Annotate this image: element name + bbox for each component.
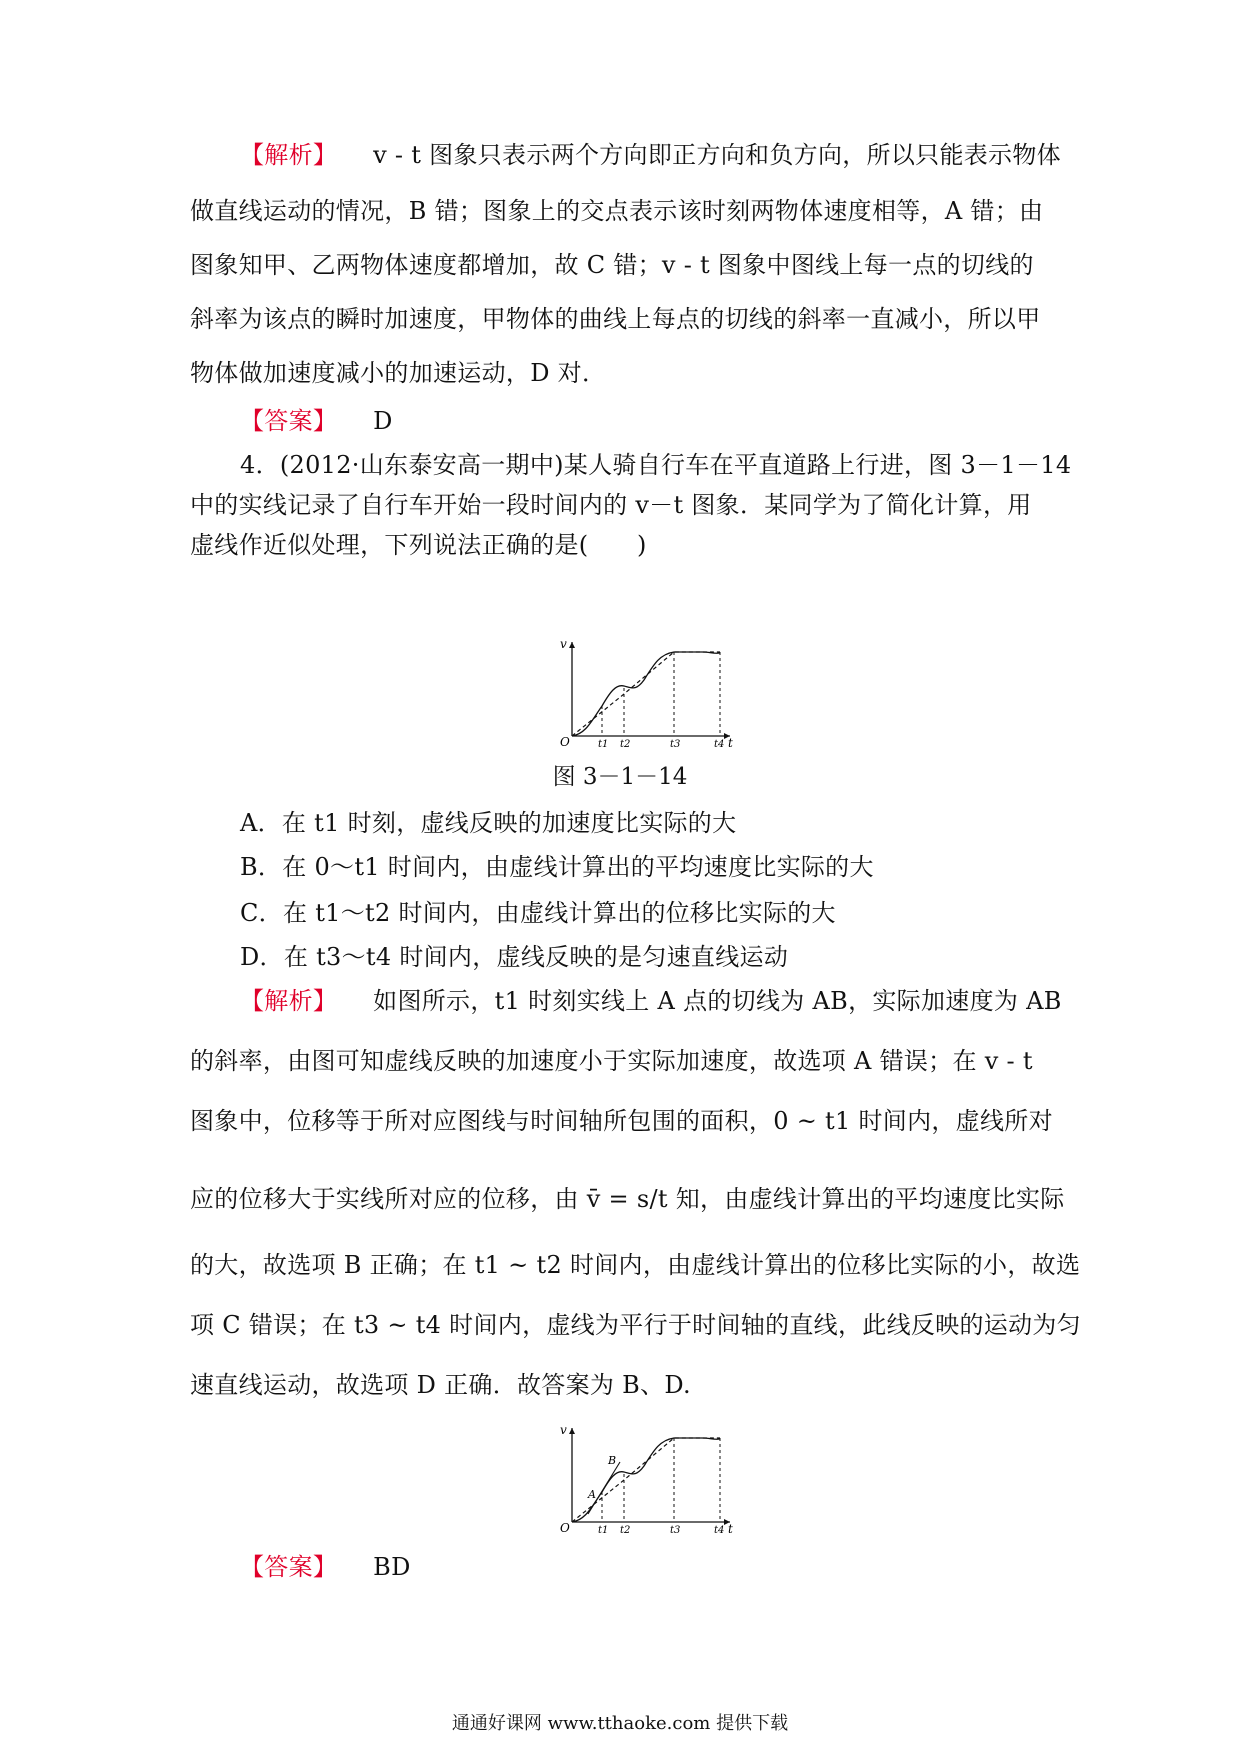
t3-label: t3 xyxy=(670,739,681,748)
v-axis-arrow xyxy=(569,642,575,648)
dashed-approx xyxy=(572,652,720,736)
analysis-1-line-3: 图象知甲、乙两物体速度都增加，故 C 错；v - t 图象中图线上每一点的切线的 xyxy=(190,251,1034,279)
origin-label: O xyxy=(560,1521,570,1534)
t-label: t xyxy=(728,736,733,748)
question-4-line-1: 4．(2012·山东泰安高一期中)某人骑自行车在平直道路上行进，图 3－1－14 xyxy=(240,451,1072,479)
analysis-1-line-5: 物体做加速度减小的加速运动，D 对． xyxy=(190,359,607,387)
answer-1 xyxy=(240,404,1120,438)
t3-label: t3 xyxy=(670,1525,681,1534)
v-label: v xyxy=(560,1423,567,1437)
t-label: t xyxy=(728,1522,733,1534)
answer-2 xyxy=(240,1550,1120,1584)
dashed-approx xyxy=(572,1438,720,1522)
t2-label: t2 xyxy=(620,1525,631,1534)
answer-value: BD xyxy=(373,1553,411,1581)
solid-curve xyxy=(572,1438,720,1522)
vt-figure-1 xyxy=(558,636,738,748)
vt-figure-2 xyxy=(558,1422,738,1534)
question-4-line-2: 中的实线记录了自行车开始一段时间内的 v－t 图象．某同学为了简化计算，用 xyxy=(190,491,1032,519)
page-footer: 通通好课网 www.tthaoke.com 提供下载 xyxy=(451,1713,789,1734)
answer-value: D xyxy=(373,407,393,435)
origin-label: O xyxy=(560,735,570,748)
option-a: A．在 t1 时刻，虚线反映的加速度比实际的大 xyxy=(240,809,737,837)
analysis-2-line-6: 项 C 错误；在 t3 ~ t4 时间内，虚线为平行于时间轴的直线，此线反映的运动为匀 xyxy=(190,1311,1081,1339)
t4-label: t4 xyxy=(714,1525,725,1534)
analysis-2-line-7: 速直线运动，故选项 D 正确．故答案为 B、D. xyxy=(190,1371,691,1399)
analysis-2-line-1: 【解析】 如图所示，t1 时刻实线上 A 点的切线为 AB，实际加速度为 AB xyxy=(240,987,1062,1015)
answer-tag: 【答案】 xyxy=(240,1553,338,1581)
point-b-label: B xyxy=(608,1454,617,1467)
answer-tag: 【答案】 xyxy=(240,407,338,435)
option-b: B．在 0～t1 时间内，由虚线计算出的平均速度比实际的大 xyxy=(240,853,874,881)
analysis-1-line-2: 做直线运动的情况，B 错；图象上的交点表示该时刻两物体速度相等，A 错；由 xyxy=(190,197,1044,225)
option-d: D．在 t3～t4 时间内，虚线反映的是匀速直线运动 xyxy=(240,943,789,971)
t4-label: t4 xyxy=(714,739,725,748)
solid-curve xyxy=(572,652,720,736)
analysis-1-line-4: 斜率为该点的瞬时加速度，甲物体的曲线上每点的切线的斜率一直减小，所以甲 xyxy=(190,305,1041,333)
v-label: v xyxy=(560,637,567,651)
t2-label: t2 xyxy=(620,739,631,748)
analysis-2-line-5: 的大，故选项 B 正确；在 t1 ~ t2 时间内，由虚线计算出的位移比实际的小，故选 xyxy=(190,1251,1081,1279)
t1-label: t1 xyxy=(598,739,609,748)
analysis-2-line-4: 应的位移大于实线所对应的位移，由 v̄ = s/t 知，由虚线计算出的平均速度比实际 xyxy=(190,1185,1065,1213)
analysis-2-line-2: 的斜率，由图可知虚线反映的加速度小于实际加速度，故选项 A 错误；在 v - t xyxy=(190,1047,1033,1075)
option-c: C．在 t1～t2 时间内，由虚线计算出的位移比实际的大 xyxy=(240,899,836,927)
analysis-2-line-3: 图象中，位移等于所对应图线与时间轴所包围的面积，0 ~ t1 时间内，虚线所对 xyxy=(190,1107,1053,1135)
question-4-line-3: 虚线作近似处理，下列说法正确的是( ) xyxy=(190,531,647,559)
analysis-tag: 【解析】 xyxy=(240,987,338,1015)
figure-caption: 图 3－1－14 xyxy=(552,764,688,790)
t1-label: t1 xyxy=(598,1525,609,1534)
analysis-tag: 【解析】 xyxy=(240,141,338,169)
analysis-1-line-1: 【解析】 v - t 图象只表示两个方向即正方向和负方向，所以只能表示物体 xyxy=(240,141,1061,169)
point-a-label: A xyxy=(588,1488,596,1501)
